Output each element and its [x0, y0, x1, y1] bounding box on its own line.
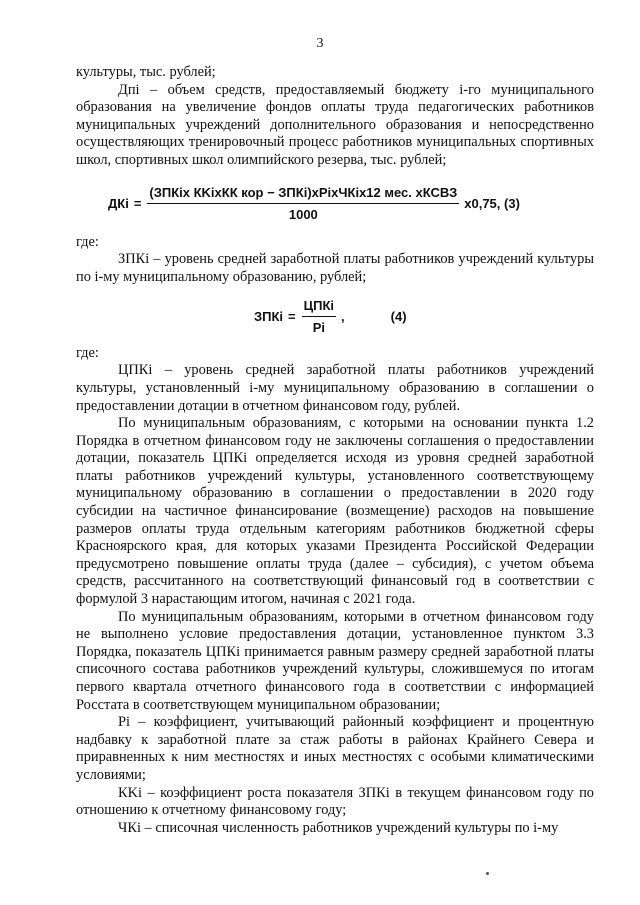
formula-3-equals: =: [133, 195, 142, 211]
formula-3-numerator: (ЗПКiх КKiхКК кор − ЗПКi)хРiхЧКiх12 мес. хКСВЗ: [147, 184, 459, 205]
formula-4-numerator: ЦПКi: [302, 297, 336, 318]
paragraph-chki-definition: ЧКi – списочная численность работников учреждений культуры по i-му: [118, 819, 559, 836]
formula-3: [76, 184, 594, 224]
paragraph-not-concluded-agreements: По муниципальным образованиям, с которыми на основании пункта 1.2 Порядка в отчетном финансовом году не заключены соглашения о предоставлении дотации, показатель ЦПКi определяется исходя из уровня средней заработной платы работников учреждений культуры, установленного соответствующему муниципальному образованию в соглашении о предоставлении в 2020 году субсидии на частичное финансирование (возмещение) расходов на повышение размеров оплаты труда отдельным категориям работников бюджетной сферы Красноярского края, для которых указами Президента Российской Федерации предусмотрено повышение оплаты труда (далее – субсидия), с учетом объема средств, рассчитанного на соответствующий финансовый год в соответствии с формулой 3 нарастающим итогом, начиная с 2021 года.: [76, 415, 594, 608]
formula-4: [76, 297, 594, 337]
paragraph-kki-definition: КKi – коэффициент роста показателя ЗПКi в текущем финансовом году по отношению к отчетному финансовому году;: [76, 784, 594, 819]
paragraph-culture-thousand-rubles: культуры, тыс. рублей;: [76, 64, 216, 80]
formula-3-lhs: ДКi: [108, 195, 129, 211]
formula-4-denominator: Рi: [312, 320, 325, 336]
paragraph-ri-definition: Рi – коэффициент, учитывающий районный коэффициент и процентную надбавку к заработной плате за стаж работы в районах Крайнего Севера и приравненных к ним местностях и иных местностях с особыми климатическими условиями;: [76, 714, 594, 783]
formula-3-tail: х0,75, (3): [464, 195, 520, 211]
formula-4-number: (4): [390, 308, 407, 324]
formula-4-equals: =: [288, 308, 296, 324]
formula-3-denominator: 1000: [288, 207, 318, 223]
document-body: [76, 64, 594, 837]
paragraph-tspki-definition: ЦПКi – уровень средней заработной платы работников учреждений культуры, установленный i-му муниципальному образованию в соглашении о предоставлении дотации в отчетном финансовом году, рублей.: [76, 362, 594, 414]
formula-4-lhs: ЗПКi: [254, 308, 284, 324]
paragraph-zpki-definition: ЗПКi – уровень средней заработной платы работников учреждений культуры по i-му муниципальному образованию, рублей;: [76, 251, 594, 285]
formula-3-fraction: [147, 184, 459, 224]
scan-artifact-dot: [486, 872, 489, 875]
paragraph-condition-not-fulfilled: По муниципальным образованиям, которыми в отчетном финансовом году не выполнено условие предоставления дотации, установленное пунктом 3.3 Порядка, показатель ЦПКi принимается равным размеру средней заработной платы списочного состава работников учреждений культуры, сложившемуся по итогам первого квартала отчетного финансового года в соответствии с информацией Росстата в соответствующем муниципальном образовании;: [76, 608, 594, 713]
paragraph-dpi-definition: Дпi – объем средств, предоставляемый бюджету i-го муниципального образования на увеличение фондов оплаты труда педагогических работников муниципальных учреждений дополнительного образования и непосредственно осуществляющих тренировочный процесс работников муниципальных спортивных школ, спортивных школ олимпийского резерва, тыс. рублей;: [76, 81, 594, 168]
page-number: 3: [316, 36, 324, 51]
where-label-1: где:: [76, 233, 99, 250]
where-label-2: где:: [76, 344, 99, 361]
formula-4-fraction: [302, 297, 336, 337]
formula-4-tail: ,: [341, 308, 345, 324]
